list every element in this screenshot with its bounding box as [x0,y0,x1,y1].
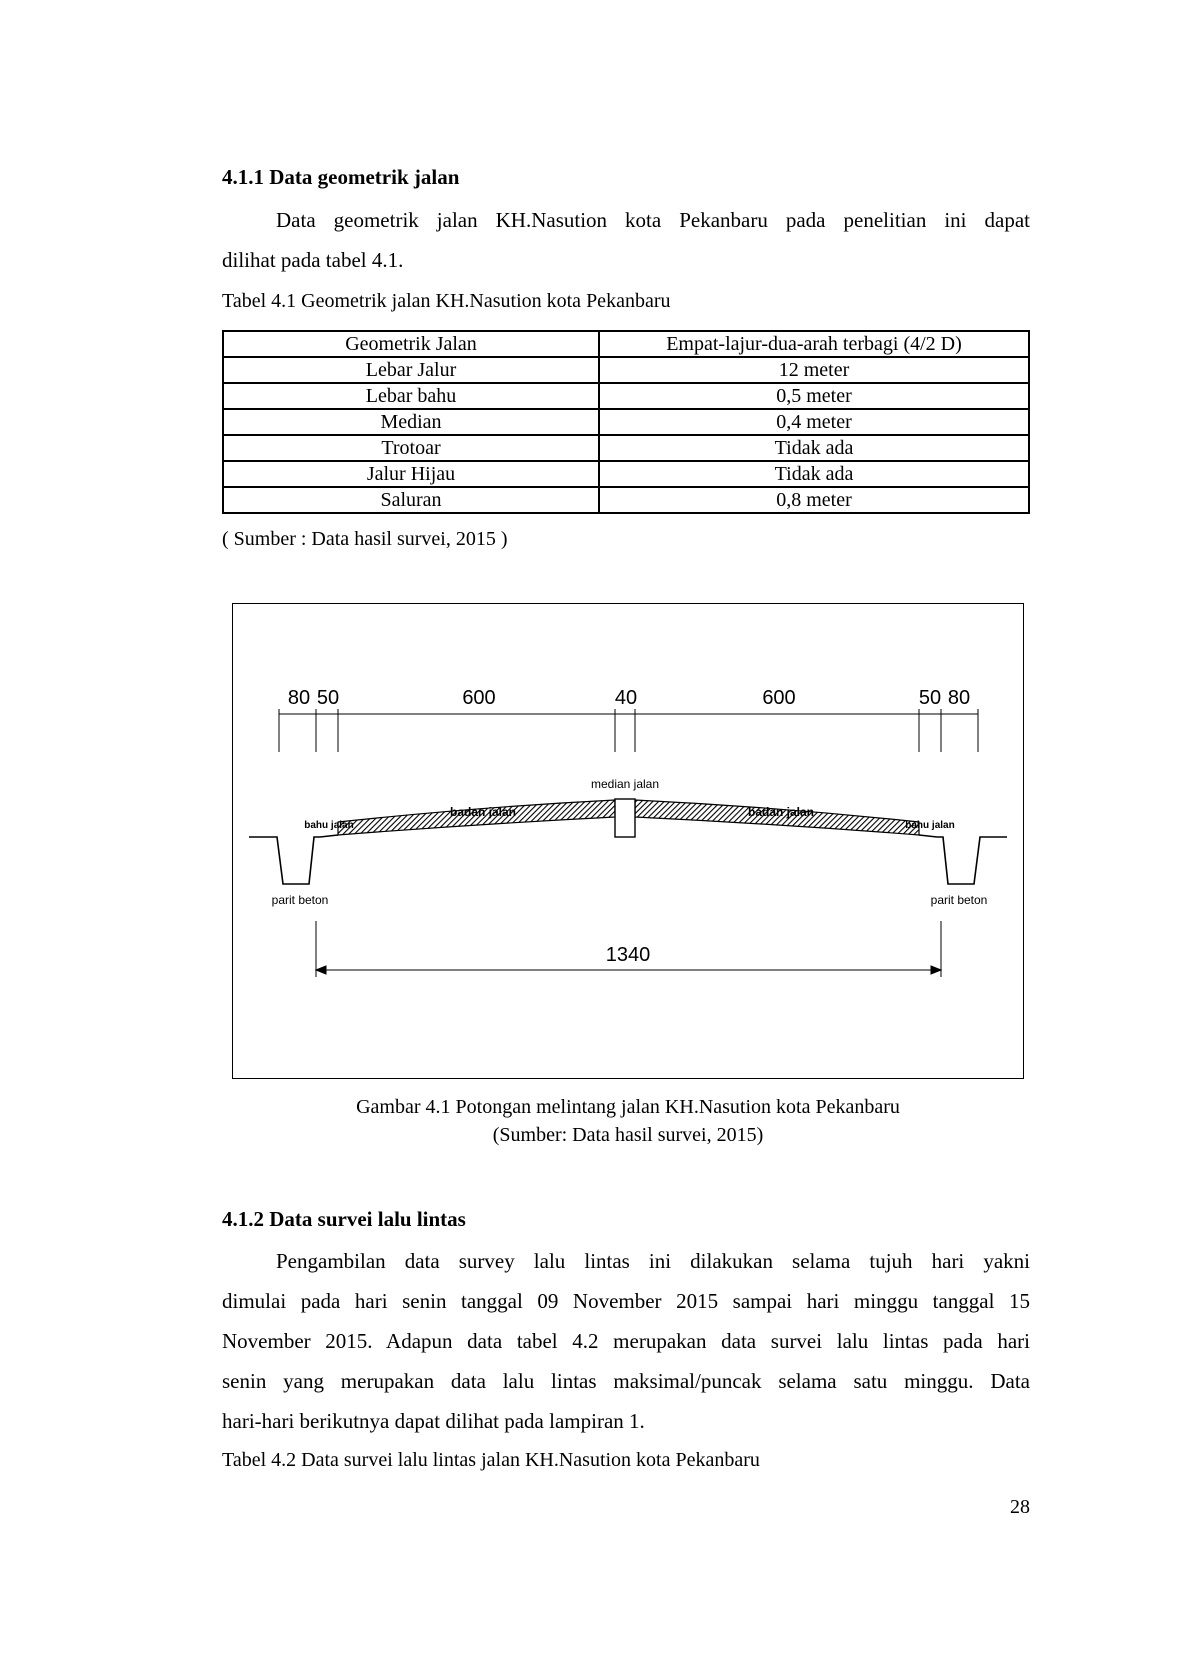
dimension-label: 50 [918,687,942,709]
ditch-left-label: parit beton [271,893,329,907]
figure-caption: Gambar 4.1 Potongan melintang jalan KH.Nasution kota Pekanbaru [356,1096,900,1118]
table-row [223,357,1029,383]
table-caption: Tabel 4.1 Geometrik jalan KH.Nasution kota Pekanbaru [222,290,671,312]
median-block [615,799,635,837]
cross-section-figure [232,603,1024,1079]
dimension-label: 50 [316,687,340,709]
table-cell: 0,4 meter [599,409,1029,435]
paragraph-line: Pengambilan data survey lalu lintas ini dilakukan selama tujuh hari yakni [276,1249,1030,1273]
ditch-right-label: parit beton [930,893,988,907]
element-labels [272,777,988,907]
paragraph-line: November 2015. Adapun data tabel 4.2 merupakan data survei lalu lintas pada hari [222,1329,1030,1353]
dimension-label: 600 [762,687,796,709]
right-shoulder [919,835,937,837]
table-cell: Saluran [223,487,599,513]
table-header-cell: Geometrik Jalan [223,331,599,357]
paragraph-line: Data geometrik jalan KH.Nasution kota Pekanbaru pada penelitian ini dapat [276,208,1030,232]
paragraph-line: dimulai pada hari senin tanggal 09 November 2015 sampai hari minggu tanggal 15 [222,1289,1030,1313]
dimension-label: 40 [614,687,638,709]
table-cell: 12 meter [599,357,1029,383]
table-row [223,383,1029,409]
cross-section-diagram [233,604,1025,1080]
total-width-label: 1340 [605,944,651,966]
table-cell: Tidak ada [599,461,1029,487]
road-right-label: badan jalan [747,805,815,819]
dimension-label: 600 [462,687,496,709]
table-header-cell: Empat-lajur-dua-arah terbagi (4/2 D) [599,331,1029,357]
table-row [223,461,1029,487]
table-row [223,487,1029,513]
table-cell: 0,8 meter [599,487,1029,513]
table-cell: Lebar Jalur [223,357,599,383]
right-ditch [937,837,1007,884]
figure-source: (Sumber: Data hasil survei, 2015) [492,1124,764,1146]
table-caption: Tabel 4.2 Data survei lalu lintas jalan KH.Nasution kota Pekanbaru [222,1449,760,1471]
table-source: ( Sumber : Data hasil survei, 2015 ) [222,528,508,550]
left-ditch [249,837,320,884]
paragraph-line: hari-hari berikutnya dapat dilihat pada lampiran 1. [222,1409,645,1433]
table-cell: Median [223,409,599,435]
left-shoulder [320,835,338,837]
median-label: median jalan [590,777,660,791]
dimension-ticks [279,709,978,752]
table-cell: Tidak ada [599,435,1029,461]
table-cell: 0,5 meter [599,383,1029,409]
dimension-labels [288,687,970,709]
shoulder-right-label: bahu jalan [905,820,955,831]
table-row [223,435,1029,461]
shoulder-left-label: bahu jalan [304,820,354,831]
geometry-table [222,330,1030,514]
table-row [223,409,1029,435]
dimension-label: 80 [947,687,971,709]
page-number: 28 [1010,1496,1030,1518]
table-header-row [223,331,1029,357]
table-cell: Jalur Hijau [223,461,599,487]
paragraph-line: dilihat pada tabel 4.1. [222,248,404,272]
table-cell: Trotoar [223,435,599,461]
section-heading-4-1-2: 4.1.2 Data survei lalu lintas [222,1207,466,1231]
paragraph-line: senin yang merupakan data lalu lintas maksimal/puncak selama satu minggu. Data [222,1369,1030,1393]
dimension-label: 80 [287,687,311,709]
table-cell: Lebar bahu [223,383,599,409]
road-left-label: badan jalan [449,805,517,819]
section-heading-4-1-1: 4.1.1 Data geometrik jalan [222,165,460,189]
